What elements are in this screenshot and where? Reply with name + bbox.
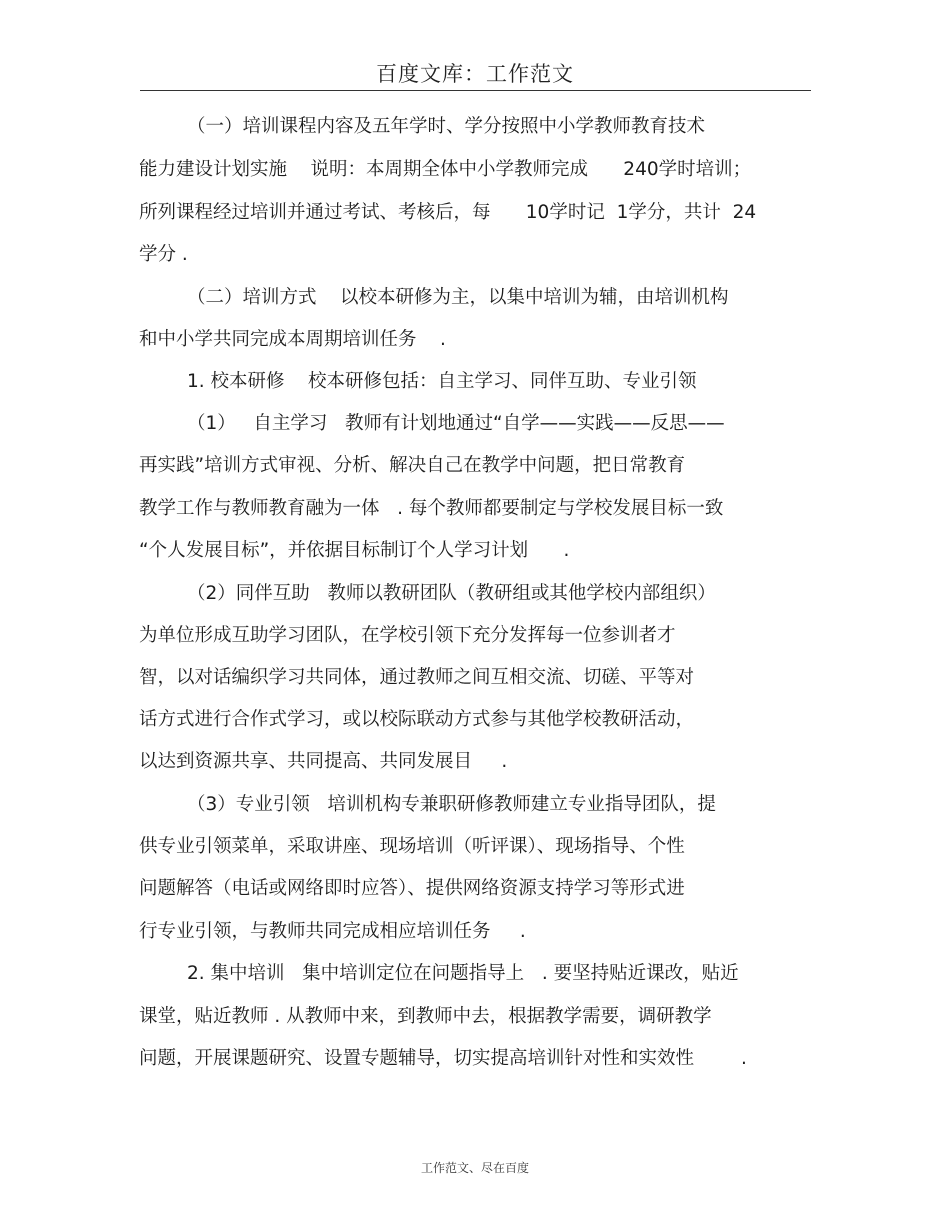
text-line: 行专业引领，与教师共同完成相应培训任务 .	[139, 921, 526, 942]
text-line: 为单位形成互助学习团队，在学校引领下充分发挥每一位参训者才	[139, 625, 676, 646]
text-line: 话方式进行合作式学习，或以校际联动方式参与其他学校教研活动，	[139, 709, 695, 730]
text-line: 供专业引领菜单，采取讲座、现场培训（听评课）、现场指导、个性	[139, 836, 685, 857]
text-line: 问题，开展课题研究、设置专题辅导，切实提高培训针对性和实效性 .	[139, 1048, 747, 1069]
text-line: （二）培训方式 以校本研修为主，以集中培训为辅，由培训机构	[187, 287, 729, 308]
text-line: 教学工作与教师教育融为一体 . 每个教师都要制定与学校发展目标一致	[139, 498, 724, 519]
text-line: （一）培训课程内容及五年学时、学分按照中小学教师教育技术	[187, 116, 706, 137]
text-line: 学分 .	[139, 244, 188, 265]
text-line: （1） 自主学习 教师有计划地通过“自学——实践——反思——	[187, 413, 725, 434]
text-line: 2. 集中培训 集中培训定位在问题指导上 . 要坚持贴近课改，贴近	[187, 963, 739, 984]
text-line: 1. 校本研修 校本研修包括：自主学习、同伴互助、专业引领	[187, 371, 697, 392]
text-line: 能力建设计划实施 说明：本周期全体中小学教师完成 240学时培训；	[139, 159, 752, 180]
text-line: （2）同伴互助 教师以教研团队（教研组或其他学校内部组织）	[187, 583, 716, 604]
text-line: 和中小学共同完成本周期培训任务 .	[139, 329, 446, 350]
text-line: 以达到资源共享、共同提高、共同发展目 .	[139, 751, 508, 772]
text-line: 智，以对话编织学习共同体，通过教师之间互相交流、切磋、平等对	[139, 667, 695, 688]
text-line: 问题解答（电话或网络即时应答）、提供网络资源支持学习等形式进	[139, 878, 685, 899]
text-line: 再实践”培训方式审视、分析、解决自己在教学中问题，把日常教育	[139, 455, 686, 476]
page-header-title: 百度文库：工作范文	[376, 62, 574, 86]
text-line: （3）专业引领 培训机构专兼职研修教师建立专业指导团队，提	[187, 794, 716, 815]
text-line: 课堂，贴近教师 . 从教师中来，到教师中去，根据教学需要，调研教学	[139, 1006, 712, 1027]
text-line: “个人发展目标”，并依据目标制订个人学习计划 .	[139, 540, 570, 561]
page-footer-text: 工作范文、尽在百度	[420, 1161, 529, 1175]
text-line: 所列课程经过培训并通过考试、考核后，每 10学时记 1学分，共计 24	[139, 202, 757, 223]
